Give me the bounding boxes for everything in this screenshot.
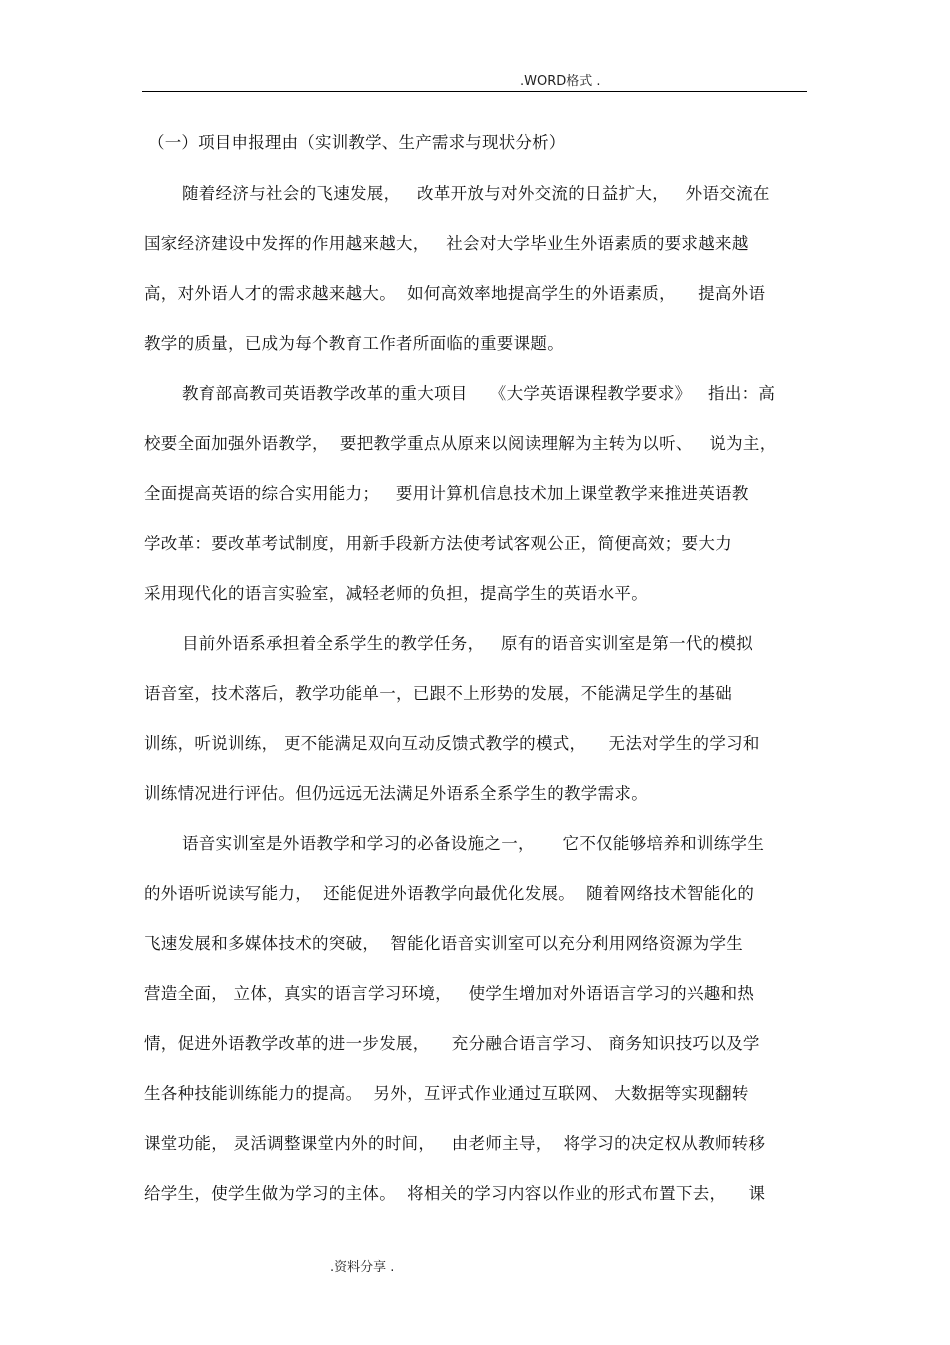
body-line: 给学生，使学生做为学习的主体。 将相关的学习内容以作业的形式布置下去， 课	[144, 1184, 766, 1203]
body-line: 训练，听说训练， 更不能满足双向互动反馈式教学的模式， 无法对学生的学习和	[144, 734, 760, 753]
body-line: 学改革：要改革考试制度，用新手段新方法使考试客观公正，简便高效；要大力	[144, 534, 732, 553]
body-line: 目前外语系承担着全系学生的教学任务， 原有的语音实训室是第一代的模拟	[182, 634, 754, 653]
body-line: 课堂功能， 灵活调整课堂内外的时间， 由老师主导， 将学习的决定权从教师转移	[144, 1134, 766, 1153]
body-line: 的外语听说读写能力， 还能促进外语教学向最优化发展。 随着网络技术智能化的	[144, 884, 755, 903]
body-line: 生各种技能训练能力的提高。 另外，互评式作业通过互联网、 大数据等实现翻转	[144, 1084, 749, 1103]
body-line: 营造全面， 立体，真实的语言学习环境， 使学生增加对外语语言学习的兴趣和热	[144, 984, 755, 1003]
section-heading: （一）项目申报理由（实训教学、生产需求与现状分析）	[148, 133, 566, 152]
body-line: 采用现代化的语言实验室，减轻老师的负担，提高学生的英语水平。	[144, 584, 648, 603]
body-line: 语音室，技术落后，教学功能单一，已跟不上形势的发展，不能满足学生的基础	[144, 684, 732, 703]
body-line: 语音实训室是外语教学和学习的必备设施之一， 它不仅能够培养和训练学生	[182, 834, 765, 853]
page-footer-text: .资料分享 .	[330, 1260, 395, 1275]
body-line: 飞速发展和多媒体技术的突破， 智能化语音实训室可以充分利用网络资源为学生	[144, 934, 744, 953]
body-line: 国家经济建设中发挥的作用越来越大， 社会对大学毕业生外语素质的要求越来越	[144, 234, 749, 253]
header-divider	[142, 91, 807, 92]
body-line: 教学的质量，已成为每个教育工作者所面临的重要课题。	[144, 334, 564, 353]
body-line: 训练情况进行评估。但仍远远无法满足外语系全系学生的教学需求。	[144, 784, 648, 803]
body-line: 全面提高英语的综合实用能力； 要用计算机信息技术加上课堂教学来推进英语教	[144, 484, 749, 503]
body-line: 高，对外语人才的需求越来越大。 如何高效率地提高学生的外语素质， 提高外语	[144, 284, 766, 303]
body-line: 校要全面加强外语教学， 要把教学重点从原来以阅读理解为主转为以听、 说为主，	[144, 434, 777, 453]
body-line: 教育部高教司英语教学改革的重大项目 《大学英语课程教学要求》 指出：高	[182, 384, 776, 403]
body-line: 情，促进外语教学改革的进一步发展， 充分融合语言学习、 商务知识技巧以及学	[144, 1034, 760, 1053]
body-line: 随着经济与社会的飞速发展， 改革开放与对外交流的日益扩大， 外语交流在	[182, 184, 770, 203]
page-header-text: .WORD格式 .	[520, 74, 601, 89]
